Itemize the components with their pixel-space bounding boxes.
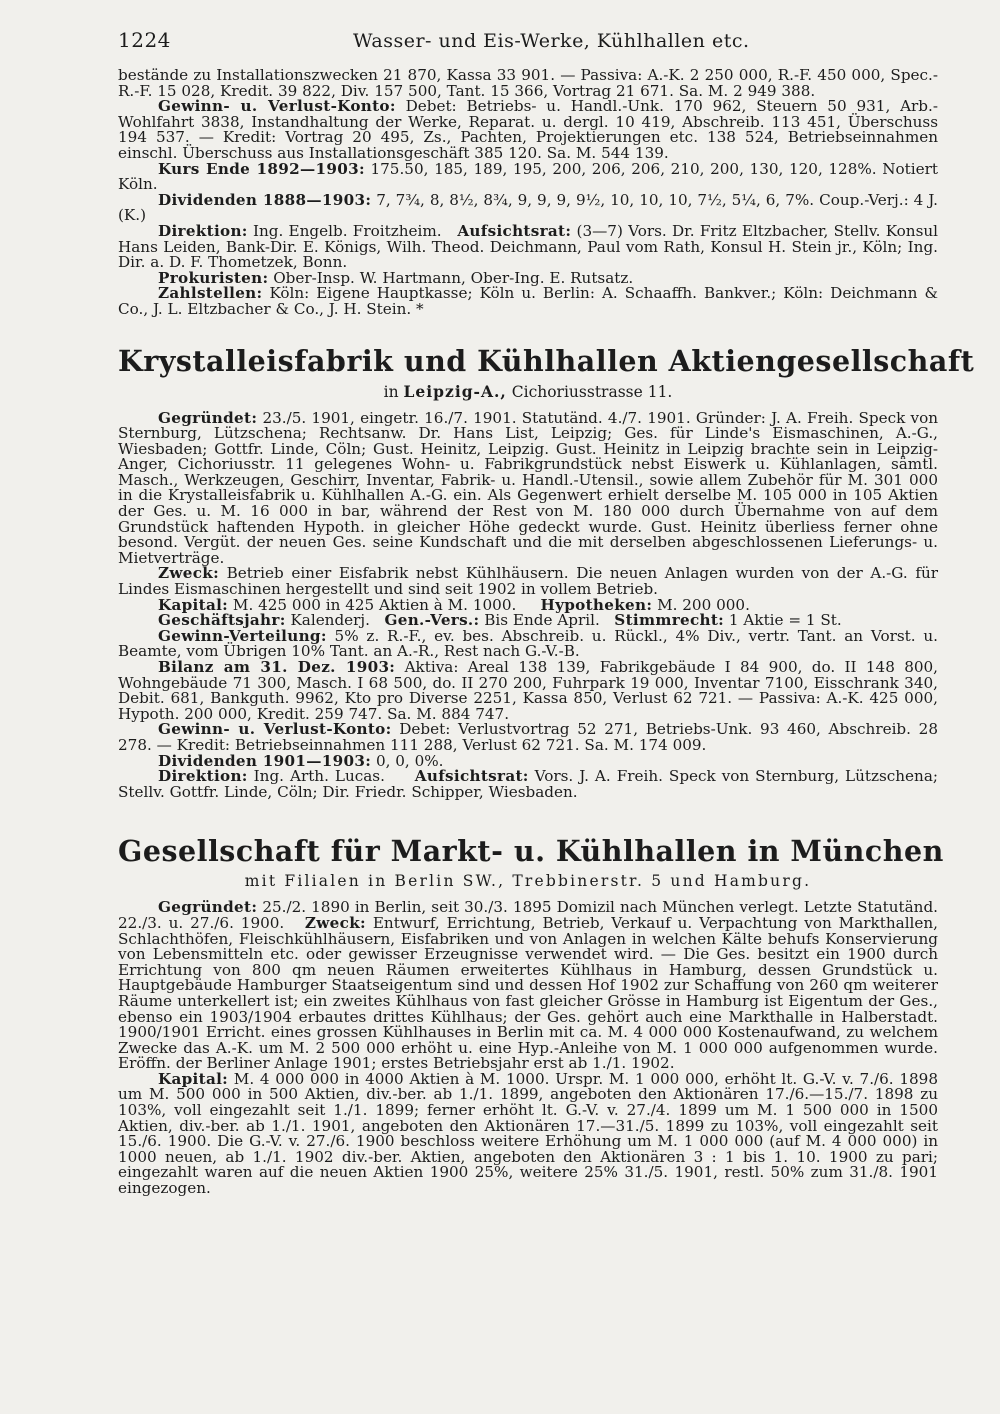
company-title: Krystalleisfabrik und Kühlhallen Aktiengesellschaft [118, 343, 975, 378]
label-gegruendet: Gegründet: [158, 408, 258, 427]
text-guv: Debet: Verlustvortrag 52 271, Betriebs-Unk. 93 460, Abschreib. 28 278. — Kredit: Betriebseinnahmen 111 288, Verlust 62 721. Sa. M. 174 009. [118, 720, 939, 754]
label-direktion: Direktion: [158, 221, 248, 240]
profit-loss-paragraph [118, 99, 938, 161]
text-kapital: M. 4 000 000 in 4000 Aktien à M. 1000. Urspr. M. 1 000 000, erhöht lt. G.-V. v. 7./6. 1898 um M. 500 000 in 500 Aktien, div.-ber. ab 1./1. 1899, angeboten den Aktionären 17./6.—15./7. 1898 zu 103%, voll eingezahlt seit 1./1. 1899; ferner erhöht lt. G.-V. v. 27./4. 1899 um M. 1 500 000 in 1500 Aktien, div.-ber. ab 1./1. 1901, angeboten den Aktionären 17.—31./5. 1899 zu 103%, voll eingezahlt seit 15./6. 1900. Die G.-V. v. 27./6. 1900 beschloss weitere Erhöhung um M. 1 000 000 (auf M. 4 000 000) in 1000 neuen, ab 1./1. 1902 div.-ber. Aktien, angeboten den Aktionären 3 : 1 bis 1. 10. 1900 zu pari; eingezahlt waren auf die neuen Aktien 1900 25%, weitere 25% 31./5. 1901, restl. 50% zum 31./8. 1901 eingezogen. [118, 1069, 939, 1198]
profit-loss-paragraph [118, 722, 938, 753]
label-hypotheken: Hypotheken: [540, 595, 653, 614]
founded-paragraph [118, 900, 938, 1072]
text-gewinn-verteilung: 5% z. R.-F., ev. bes. Abschreib. u. Rückl., 4% Div., vertr. Tant. an Vorst. u. Beamte, vom Übrigen 10% Tant. an A.-R., Rest nach G.-V.-B. [118, 626, 938, 661]
text-kurs: 175.50, 185, 189, 195, 200, 206, 206, 210, 200, 130, 120, 128%. Notiert Köln. [118, 159, 938, 194]
capital-paragraph [118, 1069, 939, 1198]
text-gegruendet: 25./2. 1890 in Berlin, seit 30./3. 1895 Domizil nach München verlegt. Letzte Statutänd. 22./3. u. 27./6. 1900. [118, 898, 938, 932]
label-kapital: Kapital: [158, 595, 229, 614]
text-geschaeftsjahr: Kalenderj. [290, 611, 370, 630]
label-gewinn-verteilung: Gewinn-Verteilung: [158, 626, 327, 645]
label-zweck: Zweck: [304, 913, 366, 932]
label-aufsichtsrat: Aufsichtsrat: [414, 767, 529, 786]
label-direktion: Direktion: [158, 767, 248, 786]
text-gegruendet: 23./5. 1901, eingetr. 16./7. 1901. Statutänd. 4./7. 1901. Gründer: J. A. Freih. Speck von Sternburg, Lützschena; Rechtsanw. Dr. Hans List, Leipzig; Ges. für Linde's Eismaschinen, A.-G., Wiesbaden; Gottfr. Linde, Cöln; Gust. Heinitz, Leipzig. Gust. Heinitz in Leipzig brachte sein in Leipzig-Anger, Cichoriusstr. 11 gelegenes Wohn- u. Fabrikgrundstück nebst Eiswerk u. Kühlanlagen, sämtl. Masch., Werkzeugen, Geschirr, Inventar, Fabrik- u. Handl.-Utensil., sowie allem Zubehör für M. 301 000 in die Krystalleisfabrik u. Kühlhallen A.-G. ein. Als Gegenwert erhielt derselbe M. 105 000 in 105 Aktien der Ges. u. M. 16 000 in bar, während der Rest von M. 180 000 durch Übernahme von auf dem Grundstück haftenden Hypoth. in gleicher Höhe gedeckt wurde. Gust. Heinitz überliess ferner ohne besond. Vergüt. der neuen Ges. seine Kundschaft und die mit derselben abgeschlossenen Lieferungs- u. Mietverträge. [118, 408, 939, 567]
text-hypotheken: M. 200 000. [657, 595, 750, 614]
text-dividenden: 0, 0, 0%. [375, 751, 444, 770]
dividends-paragraph [118, 190, 939, 225]
entry-continued [118, 68, 938, 318]
text-guv: Debet: Betriebs- u. Handl.-Unk. 170 962, Steuern 50 931, Arb.-Wohlfahrt 3838, Instandhaltung der Werke, Reparat. u. dergl. 10 419, Abschreib. 113 451, Überschuss 194 537. — Kredit: Vortrag 20 495, Zs., Pachten, Projektierungen etc. 138 524, Betriebseinnahmen einschl. Überschuss aus Installationsgeschäft 385 120. Sa. M. 544 139. [118, 97, 938, 162]
company-title: Gesellschaft für Markt- u. Kühlhallen in München [118, 834, 944, 869]
label-aufsichtsrat: Aufsichtsrat: [457, 221, 572, 240]
entry-markt-kuehlhallen [118, 834, 944, 1198]
company-location: mit Filialen in Berlin SW., Trebbinerstr. 5 und Hamburg. [244, 872, 812, 891]
text-stimmrecht: 1 Aktie = 1 St. [728, 611, 842, 630]
label-zweck: Zweck: [158, 564, 220, 583]
label-prokuristen: Prokuristen: [158, 268, 269, 287]
label-dividenden: Dividenden 1901—1903: [158, 751, 372, 770]
text-direktion: Ing. Arth. Lucas. [253, 767, 385, 786]
location-address: Cichoriusstrasse 11. [511, 382, 673, 401]
label-guv: Gewinn- u. Verlust-Konto: [158, 97, 396, 116]
label-kapital: Kapital: [158, 1069, 229, 1088]
label-bilanz: Bilanz am 31. Dez. 1903: [158, 658, 396, 676]
label-zahlstellen: Zahlstellen: [158, 284, 263, 303]
text-gen-vers: Bis Ende April. [484, 611, 600, 630]
share-price-paragraph [118, 159, 938, 194]
text-zweck: Betrieb einer Eisfabrik nebst Kühlhäusern. Die neuen Anlagen wurden von der A.-G. für Lindes Eismaschinen hergestellt und sind seit 1902 in vollem Betrieb. [118, 564, 939, 599]
text-dividenden: 7, 7¾, 8, 8½, 8¾, 9, 9, 9, 9½, 10, 10, 10, 7½, 5¼, 6, 7%. Coup.-Verj.: 4 J. (K.) [118, 190, 939, 225]
company-location [118, 382, 938, 401]
page-number: 1224 [118, 28, 171, 52]
label-stimmrecht: Stimmrecht: [614, 611, 725, 630]
text-zweck: Entwurf, Errichtung, Betrieb, Verkauf u. Verpachtung von Markthallen, Schlachthöfen, Fleischkühlhäusern, Eisfabriken und von Anlagen in welchen Kälte behufs Konservierung von Lebensmitteln etc. oder gewisser Erzeugnisse verwendet wird. — Die Ges. besitzt ein 1900 durch Errichtung von 800 qm neuen Räumen erweitertes Kühlhaus in Hamburg, dessen Grundstück u. Hauptgebäude Hamburger Staatseigentum sind und dessen Hof 1902 zur Schaffung von 260 qm weiterer Räume unterkellert ist; ein zweites Kühlhaus von fast gleicher Grösse in Hamburg ist Eigentum der Ges., ebenso ein 1903/1904 erbautes drittes Kühlhaus; der Ges. gehört auch eine Markthalle in Halberstadt. 1900/1901 Erricht. eines grossen Kühlhauses in Berlin mit ca. M. 4 000 000 Kostenaufwand, zu welchem Zwecke das A.-K. um M. 2 500 000 erhöht u. eine Hyp.-Anleihe von M. 1 000 000 aufgenommen wurde. Eröffn. der Berliner Anlage 1901; erstes Betriebsjahr erst ab 1./1. 1902. [118, 913, 939, 1073]
running-header [118, 28, 938, 52]
board-paragraph [118, 221, 939, 272]
label-dividenden: Dividenden 1888—1903: [158, 190, 372, 209]
profit-distribution-paragraph [118, 626, 938, 661]
paying-agents-paragraph [118, 286, 938, 317]
label-geschaeftsjahr: Geschäftsjahr: [158, 611, 286, 630]
running-title: Wasser- und Eis-Werke, Kühlhallen etc. [353, 30, 750, 52]
balance-continuation: bestände zu Installationszwecken 21 870, Kassa 33 901. — Passiva: A.-K. 2 250 000, R.-F. 450 000, Spec.-R.-F. 15 028, Kredit. 39 822, Div. 157 500, Tant. 15 366, Vortrag 21 671. Sa. M. 2 949 388. [118, 66, 938, 100]
location-city: Leipzig-A., [403, 381, 507, 401]
text-bilanz: Aktiva: Areal 138 139, Fabrikgebäude I 84 900, do. II 148 800, Wohngebäude 71 300, Masch. I 68 500, do. II 270 200, Fuhrpark 19 000, Inventar 7100, Eisschrank 340, Debit. 681, Bankguth. 9962, Kto pro Diverse 2251, Kassa 850, Verlust 62 721. — Passiva: A.-K. 425 000, Hypoth. 200 000, Kredit. 259 747. Sa. M. 884 747. [118, 658, 939, 723]
text-prokuristen: Ober-Insp. W. Hartmann, Ober-Ing. E. Rutsatz. [273, 268, 634, 287]
text-zahlstellen: Köln: Eigene Hauptkasse; Köln u. Berlin: A. Schaaffh. Bankver.; Köln: Deichmann & Co., J. L. Eltzbacher & Co., J. H. Stein. * [118, 284, 938, 318]
entry-krystalleisfabrik [118, 343, 975, 801]
label-gegruendet: Gegründet: [158, 898, 258, 917]
label-kurs: Kurs Ende 1892—1903: [158, 159, 365, 178]
label-guv: Gewinn- u. Verlust-Konto: [158, 720, 392, 739]
text-direktion: Ing. Engelb. Froitzheim. [252, 221, 442, 240]
balance-sheet-paragraph [118, 660, 938, 722]
founded-paragraph [118, 408, 939, 567]
text-kapital: M. 425 000 in 425 Aktien à M. 1000. [232, 595, 517, 614]
label-gen-vers: Gen.-Vers.: [384, 611, 480, 630]
purpose-paragraph [118, 566, 938, 597]
location-prefix: in [383, 382, 399, 401]
text-aufsichtsrat: (3—7) Vors. Dr. Fritz Eltzbacher, Stellv. Konsul Hans Leiden, Bank-Dir. E. Königs, Wilh. Theod. Deichmann, Paul vom Rath, Konsul H. Stein jr., Köln; Ing. Dir. a. D. F. Thometzek, Bonn. [118, 221, 939, 272]
board-paragraph [118, 769, 938, 800]
text-aufsichtsrat: Vors. J. A. Freih. Speck von Sternburg, Lützschena; Stellv. Gottfr. Linde, Cöln; Dir. Friedr. Schipper, Wiesbaden. [118, 767, 938, 801]
